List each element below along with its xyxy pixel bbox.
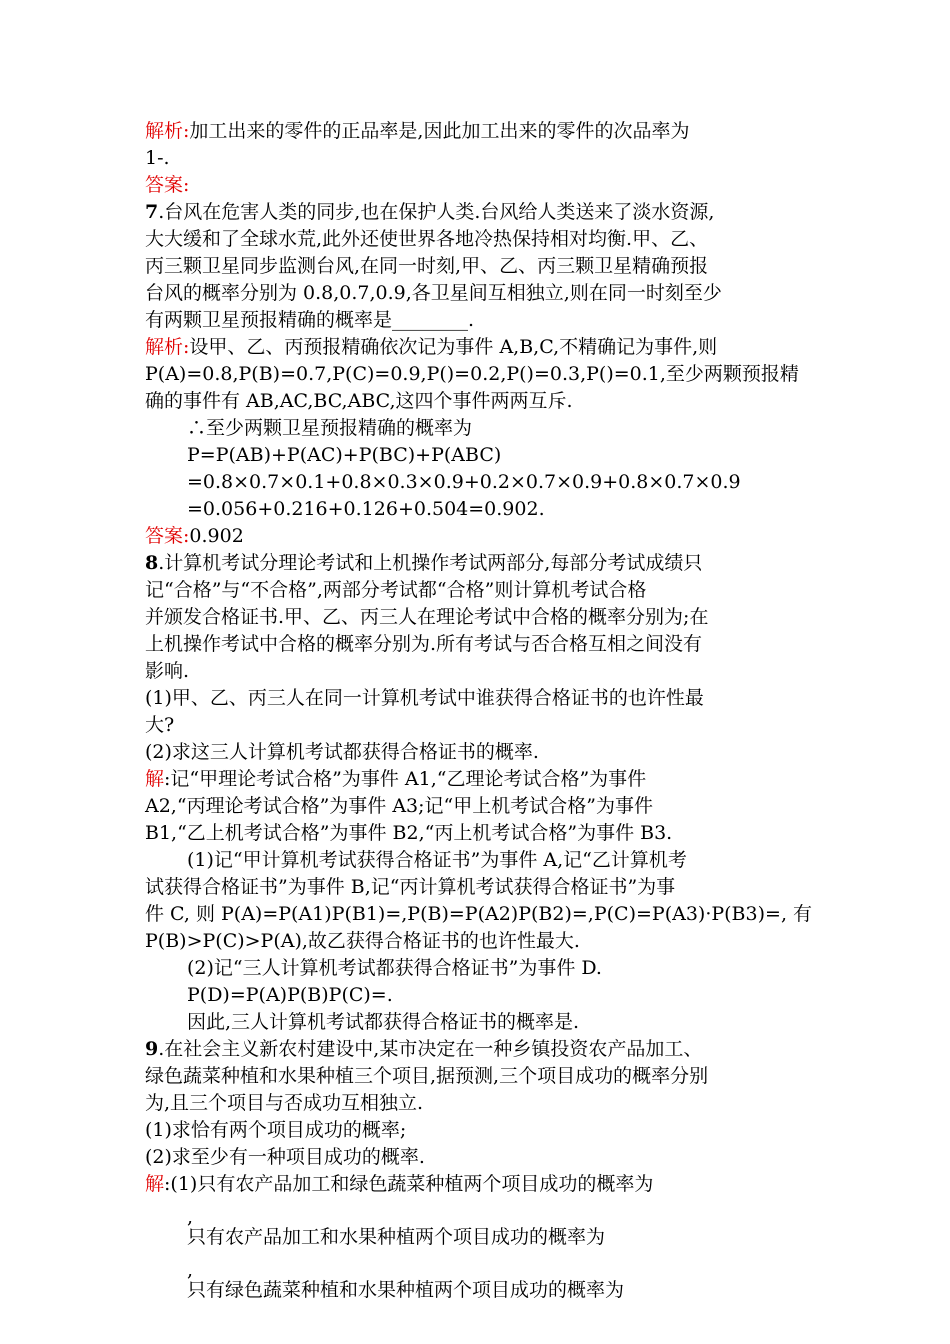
answer-label: 答案:: [145, 525, 190, 547]
q7-line-4: 台风的概率分别为 0.8,0.7,0.9,各卫星间互相独立,则在同一时刻至少: [145, 282, 722, 304]
q8-line-4: 上机操作考试中合格的概率分别为.所有考试与否合格互相之间没有: [145, 633, 703, 655]
q8-line-8: (2)求这三人计算机考试都获得合格证书的概率.: [145, 741, 539, 763]
q8-solution-line-3: B1,“乙上机考试合格”为事件 B2,“丙上机考试合格”为事件 B3.: [145, 822, 673, 844]
q8-solution-line-7: P(B)>P(C)>P(A),故乙获得合格证书的也许性最大.: [145, 930, 580, 952]
q8-line-7: 大?: [145, 714, 175, 736]
q8-solution-line-8: (2)记“三人计算机考试都获得合格证书”为事件 D.: [187, 957, 602, 979]
q6-analysis-line-2: 1-.: [145, 147, 170, 169]
q9-line-3: 为,且三个项目与否成功互相独立.: [145, 1092, 424, 1114]
formula-gap: [145, 1251, 810, 1263]
text: :(1)只有农产品加工和绿色蔬菜种植两个项目成功的概率为: [164, 1173, 654, 1195]
q7-line-2: 大大缓和了全球水荒,此外还使世界各地冷热保持相对均衡.甲、乙、: [145, 228, 709, 250]
q9-line-1: [145, 1036, 810, 1063]
q7-analysis-line-6: =0.8×0.7×0.1+0.8×0.3×0.9+0.2×0.7×0.9+0.8×0.7×0.9: [187, 471, 741, 493]
q8-line-6: (1)甲、乙、丙三人在同一计算机考试中谁获得合格证书的也许性最: [145, 687, 704, 709]
q9-solution-line-5: 只有绿色蔬菜种植和水果种植两个项目成功的概率为: [187, 1279, 625, 1301]
question-number: 9: [145, 1038, 159, 1060]
q7-analysis-line-7: =0.056+0.216+0.126+0.504=0.902.: [187, 498, 545, 520]
q8-line-3: 并颁发合格证书.甲、乙、丙三人在理论考试中合格的概率分别为;在: [145, 606, 709, 628]
q8-line-1: [145, 550, 810, 577]
document-page: [145, 118, 813, 1304]
question-number: 7: [145, 201, 159, 223]
analysis-label: 解析:: [145, 120, 190, 142]
text: .台风在危害人类的同步,也在保护人类.台风给人类送来了淡水资源,: [158, 201, 715, 223]
q9-line-5: (2)求至少有一种项目成功的概率.: [145, 1146, 425, 1168]
q8-solution-line-9: P(D)=P(A)P(B)P(C)=.: [187, 984, 393, 1006]
q7-line-1: [145, 199, 810, 226]
q9-solution-comma-1: ,: [187, 1206, 194, 1228]
answer-value: 0.902: [189, 525, 244, 547]
formula-gap: [145, 1198, 810, 1210]
text: .在社会主义新农村建设中,某市决定在一种乡镇投资农产品加工、: [158, 1038, 703, 1060]
question-number: 8: [145, 552, 159, 574]
q8-line-5: 影响.: [145, 660, 190, 682]
q7-analysis-line-3: 确的事件有 AB,AC,BC,ABC,这四个事件两两互斥.: [145, 390, 573, 412]
q9-line-4: (1)求恰有两个项目成功的概率;: [145, 1119, 407, 1141]
q7-analysis-line-1: [145, 334, 810, 361]
solution-label: 解: [145, 1173, 165, 1195]
q8-solution-line-1: [145, 766, 810, 793]
q7-analysis-line-4: ∴至少两颗卫星预报精确的概率为: [187, 417, 473, 439]
q9-solution-line-1: [145, 1171, 810, 1198]
q8-solution-line-6: 件 C, 则 P(A)=P(A1)P(B1)=,P(B)=P(A2)P(B2)=,P(C)=P(A3)·P(B3)=, 有: [145, 903, 813, 925]
q6-analysis-line-1: [145, 118, 810, 145]
q9-line-2: 绿色蔬菜种植和水果种植三个项目,据预测,三个项目成功的概率分别: [145, 1065, 709, 1087]
q8-solution-line-2: A2,“丙理论考试合格”为事件 A3;记“甲上机考试合格”为事件: [145, 795, 653, 817]
q9-solution-comma-2: ,: [187, 1259, 194, 1281]
q7-line-5: 有两颗卫星预报精确的概率是________.: [145, 309, 475, 331]
q9-solution-line-3: 只有农产品加工和水果种植两个项目成功的概率为: [187, 1226, 606, 1248]
text: 设甲、乙、丙预报精确依次记为事件 A,B,C,不精确记为事件,则: [189, 336, 718, 358]
q8-solution-line-4: (1)记“甲计算机考试获得合格证书”为事件 A,记“乙计算机考: [187, 849, 687, 871]
q7-line-3: 丙三颗卫星同步监测台风,在同一时刻,甲、乙、丙三颗卫星精确预报: [145, 255, 709, 277]
q8-line-2: 记“合格”与“不合格”,两部分考试都“合格”则计算机考试合格: [145, 579, 647, 601]
q7-answer-line: [145, 523, 810, 550]
q7-analysis-line-5: P=P(AB)+P(AC)+P(BC)+P(ABC): [187, 444, 502, 466]
text: 加工出来的零件的正品率是,因此加工出来的零件的次品率为: [189, 120, 690, 142]
q8-solution-line-10: 因此,三人计算机考试都获得合格证书的概率是.: [187, 1011, 580, 1033]
q7-analysis-line-2: P(A)=0.8,P(B)=0.7,P(C)=0.9,P()=0.2,P()=0.3,P()=0.1,至少两颗预报精: [145, 363, 799, 385]
q8-solution-line-5: 试获得合格证书”为事件 B,记“丙计算机考试获得合格证书”为事: [145, 876, 676, 898]
text: .计算机考试分理论考试和上机操作考试两部分,每部分考试成绩只: [158, 552, 703, 574]
analysis-label: 解析:: [145, 336, 190, 358]
solution-label: 解: [145, 768, 165, 790]
text: :记“甲理论考试合格”为事件 A1,“乙理论考试合格”为事件: [164, 768, 647, 790]
q6-answer-label: 答案:: [145, 174, 190, 196]
